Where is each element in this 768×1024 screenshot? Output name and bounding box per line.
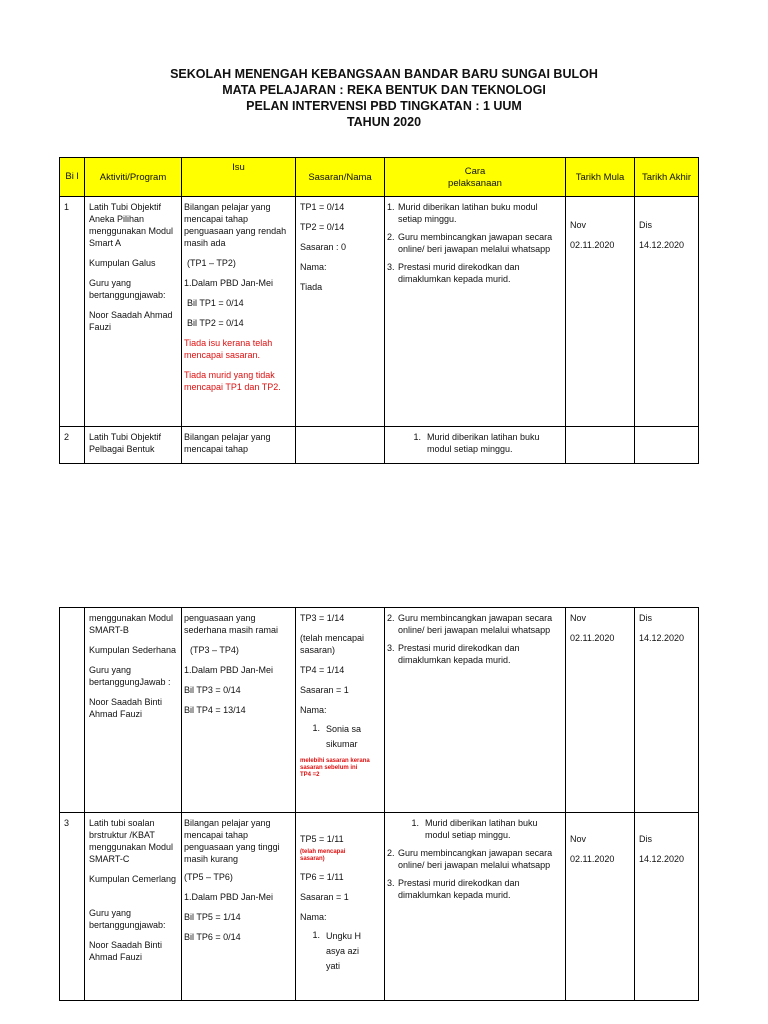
school-name: SEKOLAH MENENGAH KEBANGSAAN BANDAR BARU SUNGAI BULOH — [170, 67, 598, 81]
row2-sasaran — [296, 427, 385, 464]
header-tarikh-akhir: Tarikh Akhir — [635, 158, 699, 197]
table-row — [60, 197, 699, 427]
row2-continued-cara — [385, 608, 566, 813]
row3-sasaran: TP5 = 1/11 (telah mencapai sasaran) TP6 = 1/11 Sasaran = 1 Nama: 1. Ungku Hasya aziyati — [296, 813, 385, 1001]
row2-cara — [385, 427, 566, 464]
header-isu: Isu — [182, 158, 296, 197]
row2-tarikh-mula — [566, 427, 635, 464]
intervention-table-part-2 — [59, 607, 699, 1001]
row2-tarikh-akhir — [635, 427, 699, 464]
header-aktiviti: Aktiviti/Program — [85, 158, 182, 197]
list-item: 1. Murid diberikan latihan buku modul setiap minggu. — [411, 818, 538, 840]
row3-tarikh-mula: Nov 02.11.2020 — [566, 813, 635, 1001]
row2-continued-aktiviti: menggunakan Modul SMART-B Kumpulan Sederhana Guru yang bertanggungJawab : Noor Saadah Binti Ahmad Fauzi — [85, 608, 182, 813]
list-item: 3. Prestasi murid direkodkan dan dimaklumkan kepada murid. — [387, 262, 520, 284]
row1-sasaran: TP1 = 0/14 TP2 = 0/14 Sasaran : 0 Nama: Tiada — [296, 197, 385, 427]
subject-line: MATA PELAJARAN : REKA BENTUK DAN TEKNOLOGI — [222, 83, 546, 97]
student-name: 1. Ungku Hasya aziyati — [312, 930, 362, 971]
student-name: 1. Sonia sasikumar — [312, 723, 362, 749]
row2-continued-tarikh-akhir: Dis 14.12.2020 — [635, 608, 699, 813]
document-heading — [0, 66, 768, 130]
list-item: 2. Guru membincangkan jawapan secara online/ beri jawapan melalui whatsapp — [387, 613, 553, 635]
list-item: 3. Prestasi murid direkodkan dan dimaklumkan kepada murid. — [387, 878, 520, 900]
row3-cara — [385, 813, 566, 1001]
row2-continued-sasaran: TP3 = 1/14 (telah mencapai sasaran) TP4 = 1/14 Sasaran = 1 Nama: 1. Sonia sasikumar melebihi sasaran kerana sasaran sebelum ini TP4 =2 — [296, 608, 385, 813]
row2-isu: Bilangan pelajar yang mencapai tahap — [182, 427, 296, 464]
row3-bil: 3 — [60, 813, 85, 1001]
table-row — [60, 608, 699, 813]
row1-isu: Bilangan pelajar yang mencapai tahap penguasaan yang rendah masih ada (TP1 – TP2) 1.Dalam PBD Jan-Mei Bil TP1 = 0/14 Bil TP2 = 0/14 Tiada isu kerana telah mencapai sasaran. Tiada murid yang tidak mencapai TP1 dan TP2. — [182, 197, 296, 427]
table-header-row — [60, 158, 699, 197]
header-sasaran: Sasaran/Nama — [296, 158, 385, 197]
row1-cara — [385, 197, 566, 427]
list-item: 3. Prestasi murid direkodkan dan dimaklumkan kepada murid. — [387, 643, 520, 665]
list-item: 2. Guru membincangkan jawapan secara online/ beri jawapan melalui whatsapp — [387, 848, 553, 870]
year-line: TAHUN 2020 — [346, 115, 422, 129]
header-tarikh-mula: Tarikh Mula — [566, 158, 635, 197]
row3-aktiviti: Latih tubi soalan brstruktur /KBAT menggunakan Modul SMART-C Kumpulan Cemerlang Guru yang bertanggungjawab: Noor Saadah Binti Ahmad Fauzi — [85, 813, 182, 1001]
row3-tarikh-akhir: Dis 14.12.2020 — [635, 813, 699, 1001]
list-item: 1. Murid diberikan latihan buku modul setiap minggu. — [413, 432, 540, 454]
table-row — [60, 427, 699, 464]
row1-tarikh-mula: Nov 02.11.2020 — [566, 197, 635, 427]
row1-tarikh-akhir: Dis 14.12.2020 — [635, 197, 699, 427]
row2-aktiviti: Latih Tubi Objektif Pelbagai Bentuk — [85, 427, 182, 464]
header-bil: Bi l — [60, 158, 85, 197]
row2-continued-tarikh-mula: Nov 02.11.2020 — [566, 608, 635, 813]
list-item: 1. Murid diberikan latihan buku modul setiap minggu. — [387, 202, 538, 224]
header-cara: Cara pelaksanaan — [385, 158, 566, 197]
steps-list — [387, 201, 561, 285]
row2-bil: 2 — [60, 427, 85, 464]
table-row — [60, 813, 699, 1001]
row3-isu: Bilangan pelajar yang mencapai tahap penguasaan yang tinggi masih kurang (TP5 – TP6) 1.Dalam PBD Jan-Mei Bil TP5 = 1/14 Bil TP6 = 0/14 — [182, 813, 296, 1001]
row2-continued-isu: penguasaan yang sederhana masih ramai (TP3 – TP4) 1.Dalam PBD Jan-Mei Bil TP3 = 0/14 Bil TP4 = 13/14 — [182, 608, 296, 813]
intervention-table-part-1 — [59, 157, 699, 464]
row1-bil: 1 — [60, 197, 85, 427]
row1-aktiviti: Latih Tubi Objektif Aneka Pilihan menggunakan Modul Smart A Kumpulan Galus Guru yang bertanggungjawab: Noor Saadah Ahmad Fauzi — [85, 197, 182, 427]
plan-title: PELAN INTERVENSI PBD TINGKATAN : 1 UUM — [246, 99, 522, 113]
list-item: 2. Guru membincangkan jawapan secara online/ beri jawapan melalui whatsapp — [387, 232, 553, 254]
row2-continued-bil — [60, 608, 85, 813]
